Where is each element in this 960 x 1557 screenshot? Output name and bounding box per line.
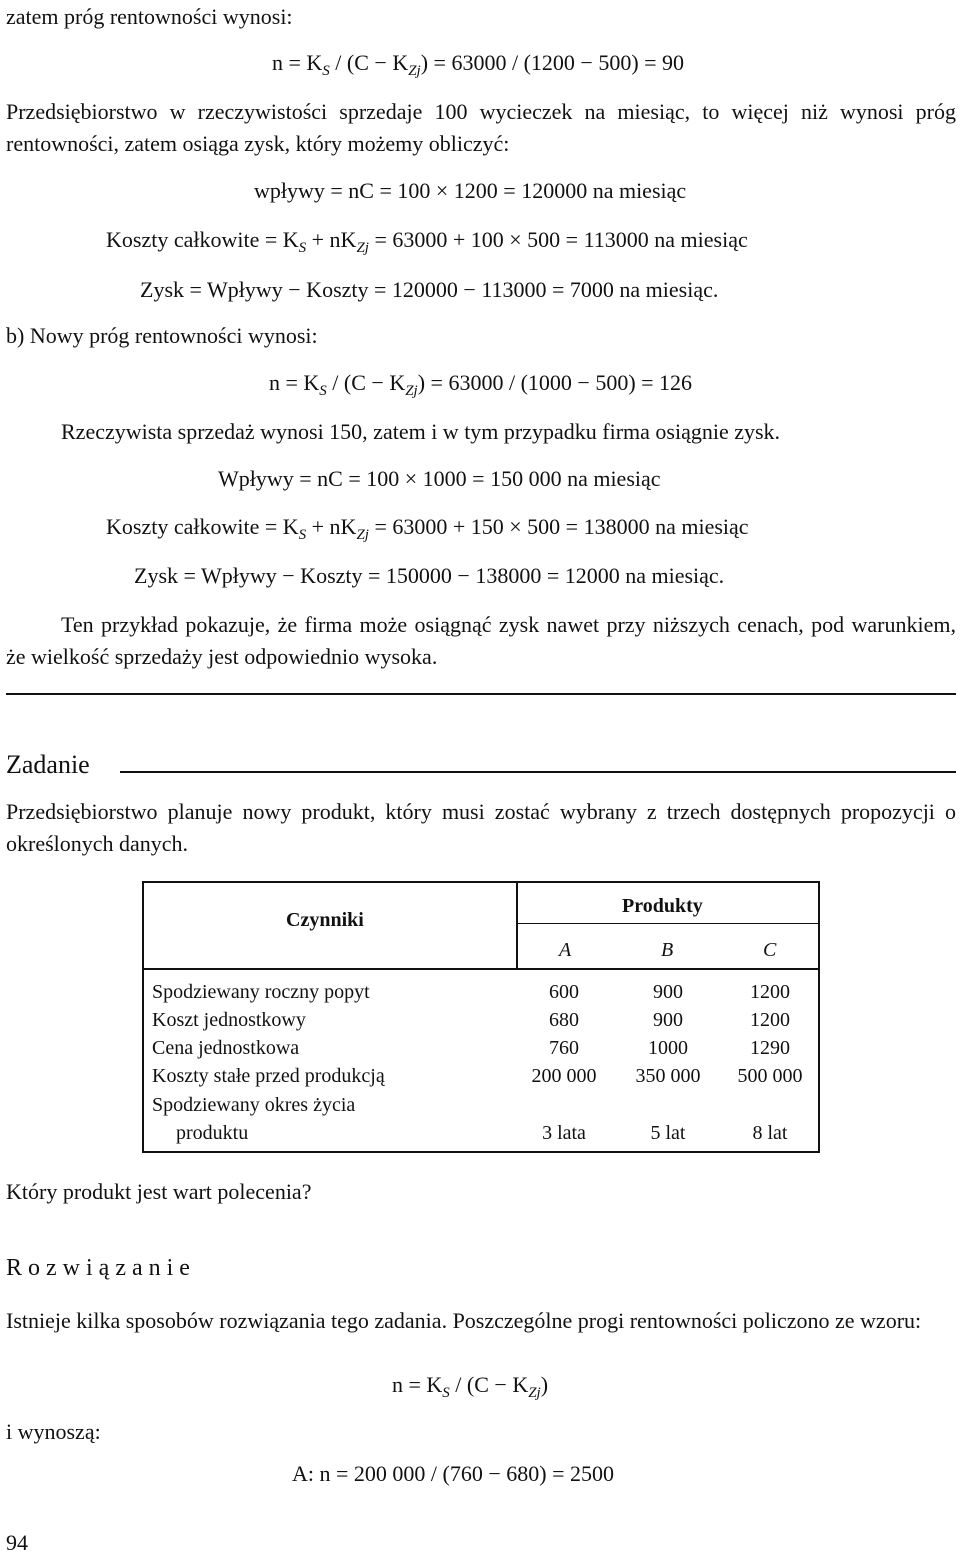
table-row-label: Koszty stałe przed produkcją — [152, 1065, 385, 1087]
results-intro: i wynoszą: — [6, 1419, 101, 1444]
solution-heading: Rozwiązanie — [6, 1255, 196, 1281]
table-cell: 1200 — [750, 981, 790, 1003]
paragraph-conclusion: Ten przykład pokazuje, że firma może osiągnąć zysk nawet przy niższych cenach, pod warunkiem, że wielkość sprzedaży jest odpowiednio wysoka. — [6, 612, 956, 669]
table-row-label: Koszt jednostkowy — [152, 1009, 306, 1031]
intro-text: zatem próg rentowności wynosi: — [6, 4, 293, 29]
table-cell: 1200 — [750, 1009, 790, 1031]
table-cell: 680 — [549, 1009, 579, 1031]
table-cell: 500 000 — [737, 1065, 803, 1087]
page-number: 94 — [6, 1530, 28, 1555]
table-cell: 900 — [653, 981, 683, 1003]
paragraph-actual-sales: Przedsiębiorstwo w rzeczywistości sprzedaje 100 wycieczek na miesiąc, to więcej niż wynosi próg rentowności, zatem osiąga zysk, który możemy obliczyć: — [6, 99, 956, 156]
equation-profit-2: Zysk = Wpływy − Koszty = 150000 − 138000 = 12000 na miesiąc. — [134, 563, 725, 588]
table-header-products: Produkty — [622, 895, 703, 917]
table-cell: 900 — [653, 1009, 683, 1031]
table-cell: 8 lat — [752, 1122, 788, 1144]
table-vertical-divider — [516, 883, 518, 970]
paragraph-actual-sales-2: Rzeczywista sprzedaż wynosi 150, zatem i w tym przypadku firma osiągnie zysk. — [61, 419, 781, 444]
task-heading: Zadanie — [6, 750, 90, 779]
question-text: Który produkt jest wart polecenia? — [6, 1179, 312, 1204]
table-row-label: Spodziewany roczny popyt — [152, 981, 370, 1003]
table-cell: 5 lat — [650, 1122, 686, 1144]
table-row-label: Cena jednostkowa — [152, 1037, 300, 1059]
equation-total-cost-1: Koszty całkowite = $K_S + nK_{Zj} = 63000 + 100 \times 500 = 113000$ na miesiąc — [106, 227, 748, 256]
table-cell: 200 000 — [531, 1065, 597, 1087]
table-cell: 350 000 — [635, 1065, 701, 1087]
equation-profit-1: Zysk = Wpływy − Koszty = 120000 − 113000 = 7000 na miesiąc. — [140, 277, 719, 302]
equation-total-cost-2: Koszty całkowite = $K_S + nK_{Zj} = 63000 + 150 \times 500 = 138000$ na miesiąc — [106, 514, 749, 543]
part-b-heading: b) Nowy próg rentowności wynosi: — [6, 323, 318, 348]
equation-breakeven-2: $n = K_S / (C - K_{Zj}) = 63000 / (1000 - 500) = 126$ — [269, 370, 693, 399]
equation-breakeven-formula: $n = K_S / (C - K_{Zj})$ — [392, 1372, 549, 1401]
table-cell: 1290 — [750, 1037, 790, 1059]
table-header-divider — [144, 968, 818, 970]
table-products-divider — [516, 923, 818, 924]
table-cell: 760 — [549, 1037, 579, 1059]
table-row-label: produktu — [176, 1122, 249, 1144]
table-header-factors: Czynniki — [286, 909, 364, 931]
equation-revenue-1: wpływy = nC = 100 × 1200 = 120000 na miesiąc — [254, 178, 687, 203]
table-col-a: A — [559, 939, 572, 961]
products-table — [142, 881, 820, 1153]
task-text: Przedsiębiorstwo planuje nowy produkt, który musi zostać wybrany z trzech dostępnych propozycji o określonych danych. — [6, 799, 956, 856]
solution-text: Istnieje kilka sposobów rozwiązania tego zadania. Poszczególne progi rentowności policzono ze wzoru: — [6, 1308, 922, 1333]
table-cell: 600 — [549, 981, 579, 1003]
table-cell: 3 lata — [542, 1122, 586, 1144]
table-cell: 1000 — [648, 1037, 688, 1059]
task-heading-rule — [120, 771, 956, 773]
equation-breakeven-1: $n = K_S / (C - K_{Zj}) = 63000 / (1200 - 500) = 90$ — [272, 50, 685, 79]
table-row-label: Spodziewany okres życia — [152, 1094, 356, 1116]
table-col-b: B — [661, 939, 674, 961]
table-col-c: C — [763, 939, 777, 961]
equation-revenue-2: Wpływy = nC = 100 × 1000 = 150 000 na miesiąc — [218, 466, 661, 491]
section-divider — [6, 693, 956, 695]
equation-product-a: A: n = 200 000 / (760 − 680) = 2500 — [292, 1461, 614, 1486]
